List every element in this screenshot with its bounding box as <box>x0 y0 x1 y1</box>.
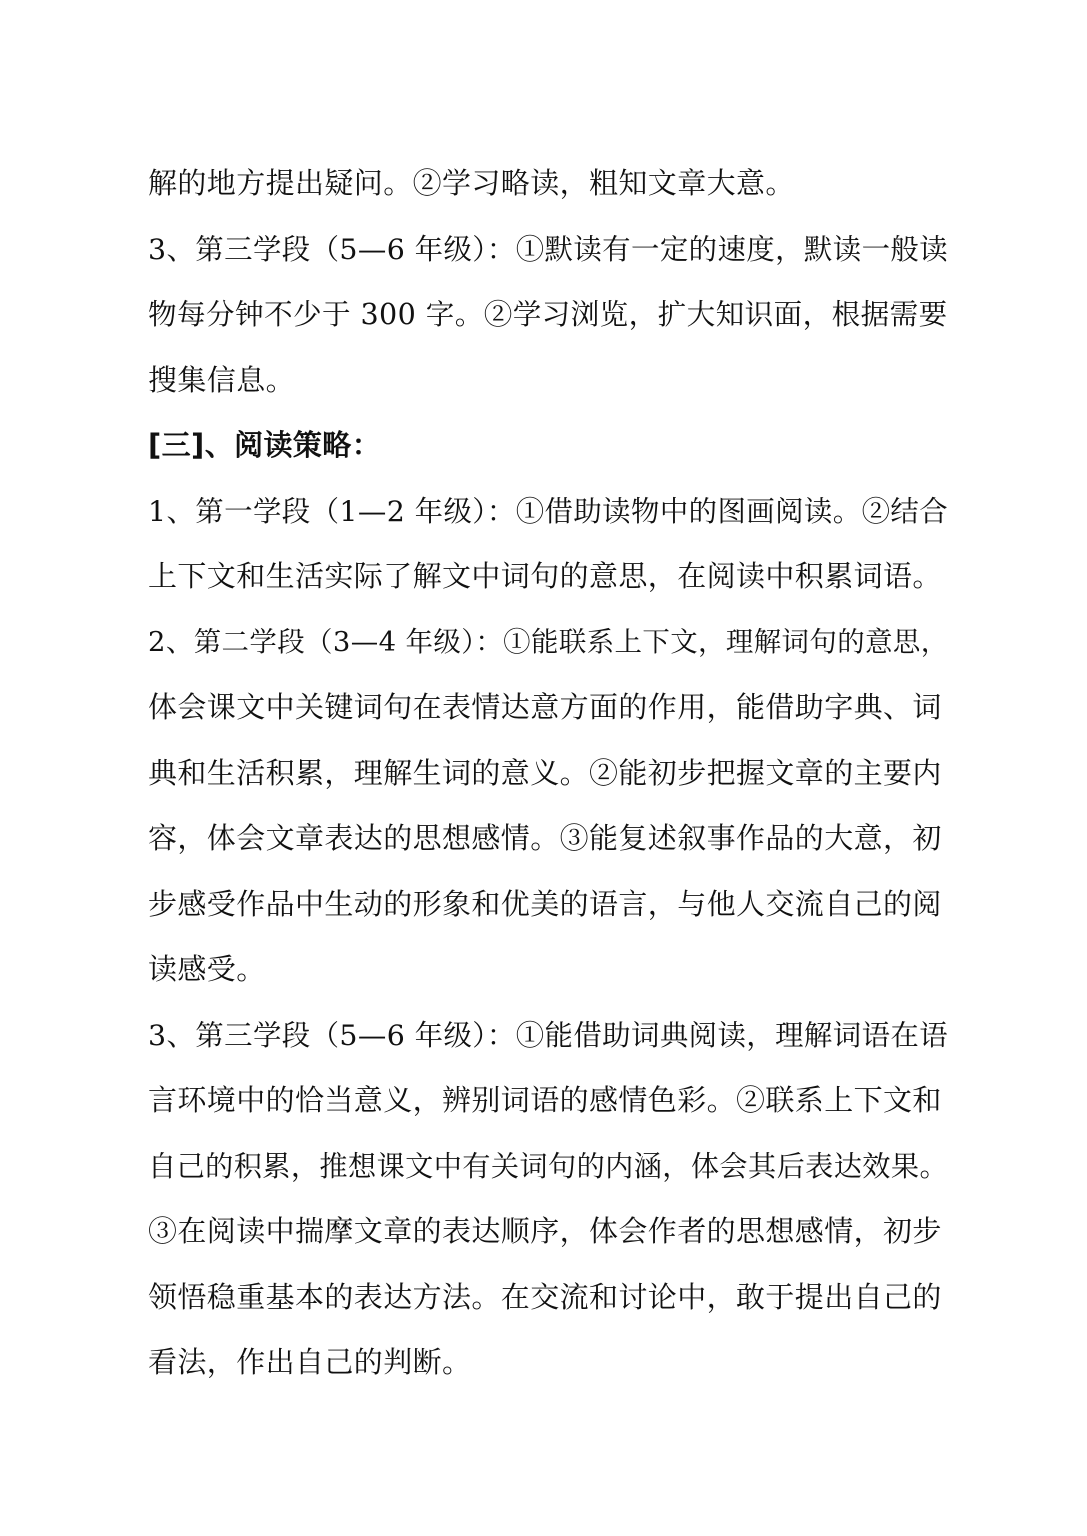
text-line: 搜集信息。 <box>148 362 296 397</box>
text-line: 2、第二学段（3—4 年级）：①能联系上下文，理解词句的意思， <box>148 626 949 658</box>
text-line: 言环境中的恰当意义，辨别词语的感情色彩。②联系上下文和 <box>148 1083 942 1117</box>
text-line: ③在阅读中揣摩文章的表达顺序，体会作者的思想感情，初步 <box>148 1214 942 1248</box>
text-line: 3、第三学段（5—6 年级）：①默读有一定的速度，默读一般读 <box>148 232 949 266</box>
text-line: 典和生活积累，理解生词的意义。②能初步把握文章的主要内 <box>148 755 942 790</box>
text-line: 容，体会文章表达的思想感情。③能复述叙事作品的大意，初 <box>148 821 942 855</box>
text-line: 步感受作品中生动的形象和优美的语言，与他人交流自己的阅 <box>148 886 942 921</box>
document-body <box>148 151 948 1396</box>
text-line: 读感受。 <box>148 952 266 986</box>
text-line: 解的地方提出疑问。②学习略读，粗知文章大意。 <box>148 166 795 200</box>
text-line: 3、第三学段（5—6 年级）：①能借助词典阅读，理解词语在语 <box>148 1018 949 1052</box>
text-line: 上下文和生活实际了解文中词句的意思，在阅读中积累词语。 <box>148 559 942 593</box>
text-line: 体会课文中关键词句在表情达意方面的作用，能借助字典、词 <box>148 690 942 724</box>
text-line: 领悟稳重基本的表达方法。在交流和讨论中，敢于提出自己的 <box>148 1279 942 1314</box>
text-line: 自己的积累，推想课文中有关词句的内涵，体会其后表达效果。 <box>148 1149 949 1183</box>
text-line: 看法，作出自己的判断。 <box>148 1345 472 1379</box>
section-heading: [三]、阅读策略： <box>148 428 382 462</box>
text-line: 1、第一学段（1—2 年级）：①借助读物中的图画阅读。②结合 <box>148 494 949 528</box>
text-line: 物每分钟不少于 300 字。②学习浏览，扩大知识面，根据需要 <box>148 297 948 331</box>
